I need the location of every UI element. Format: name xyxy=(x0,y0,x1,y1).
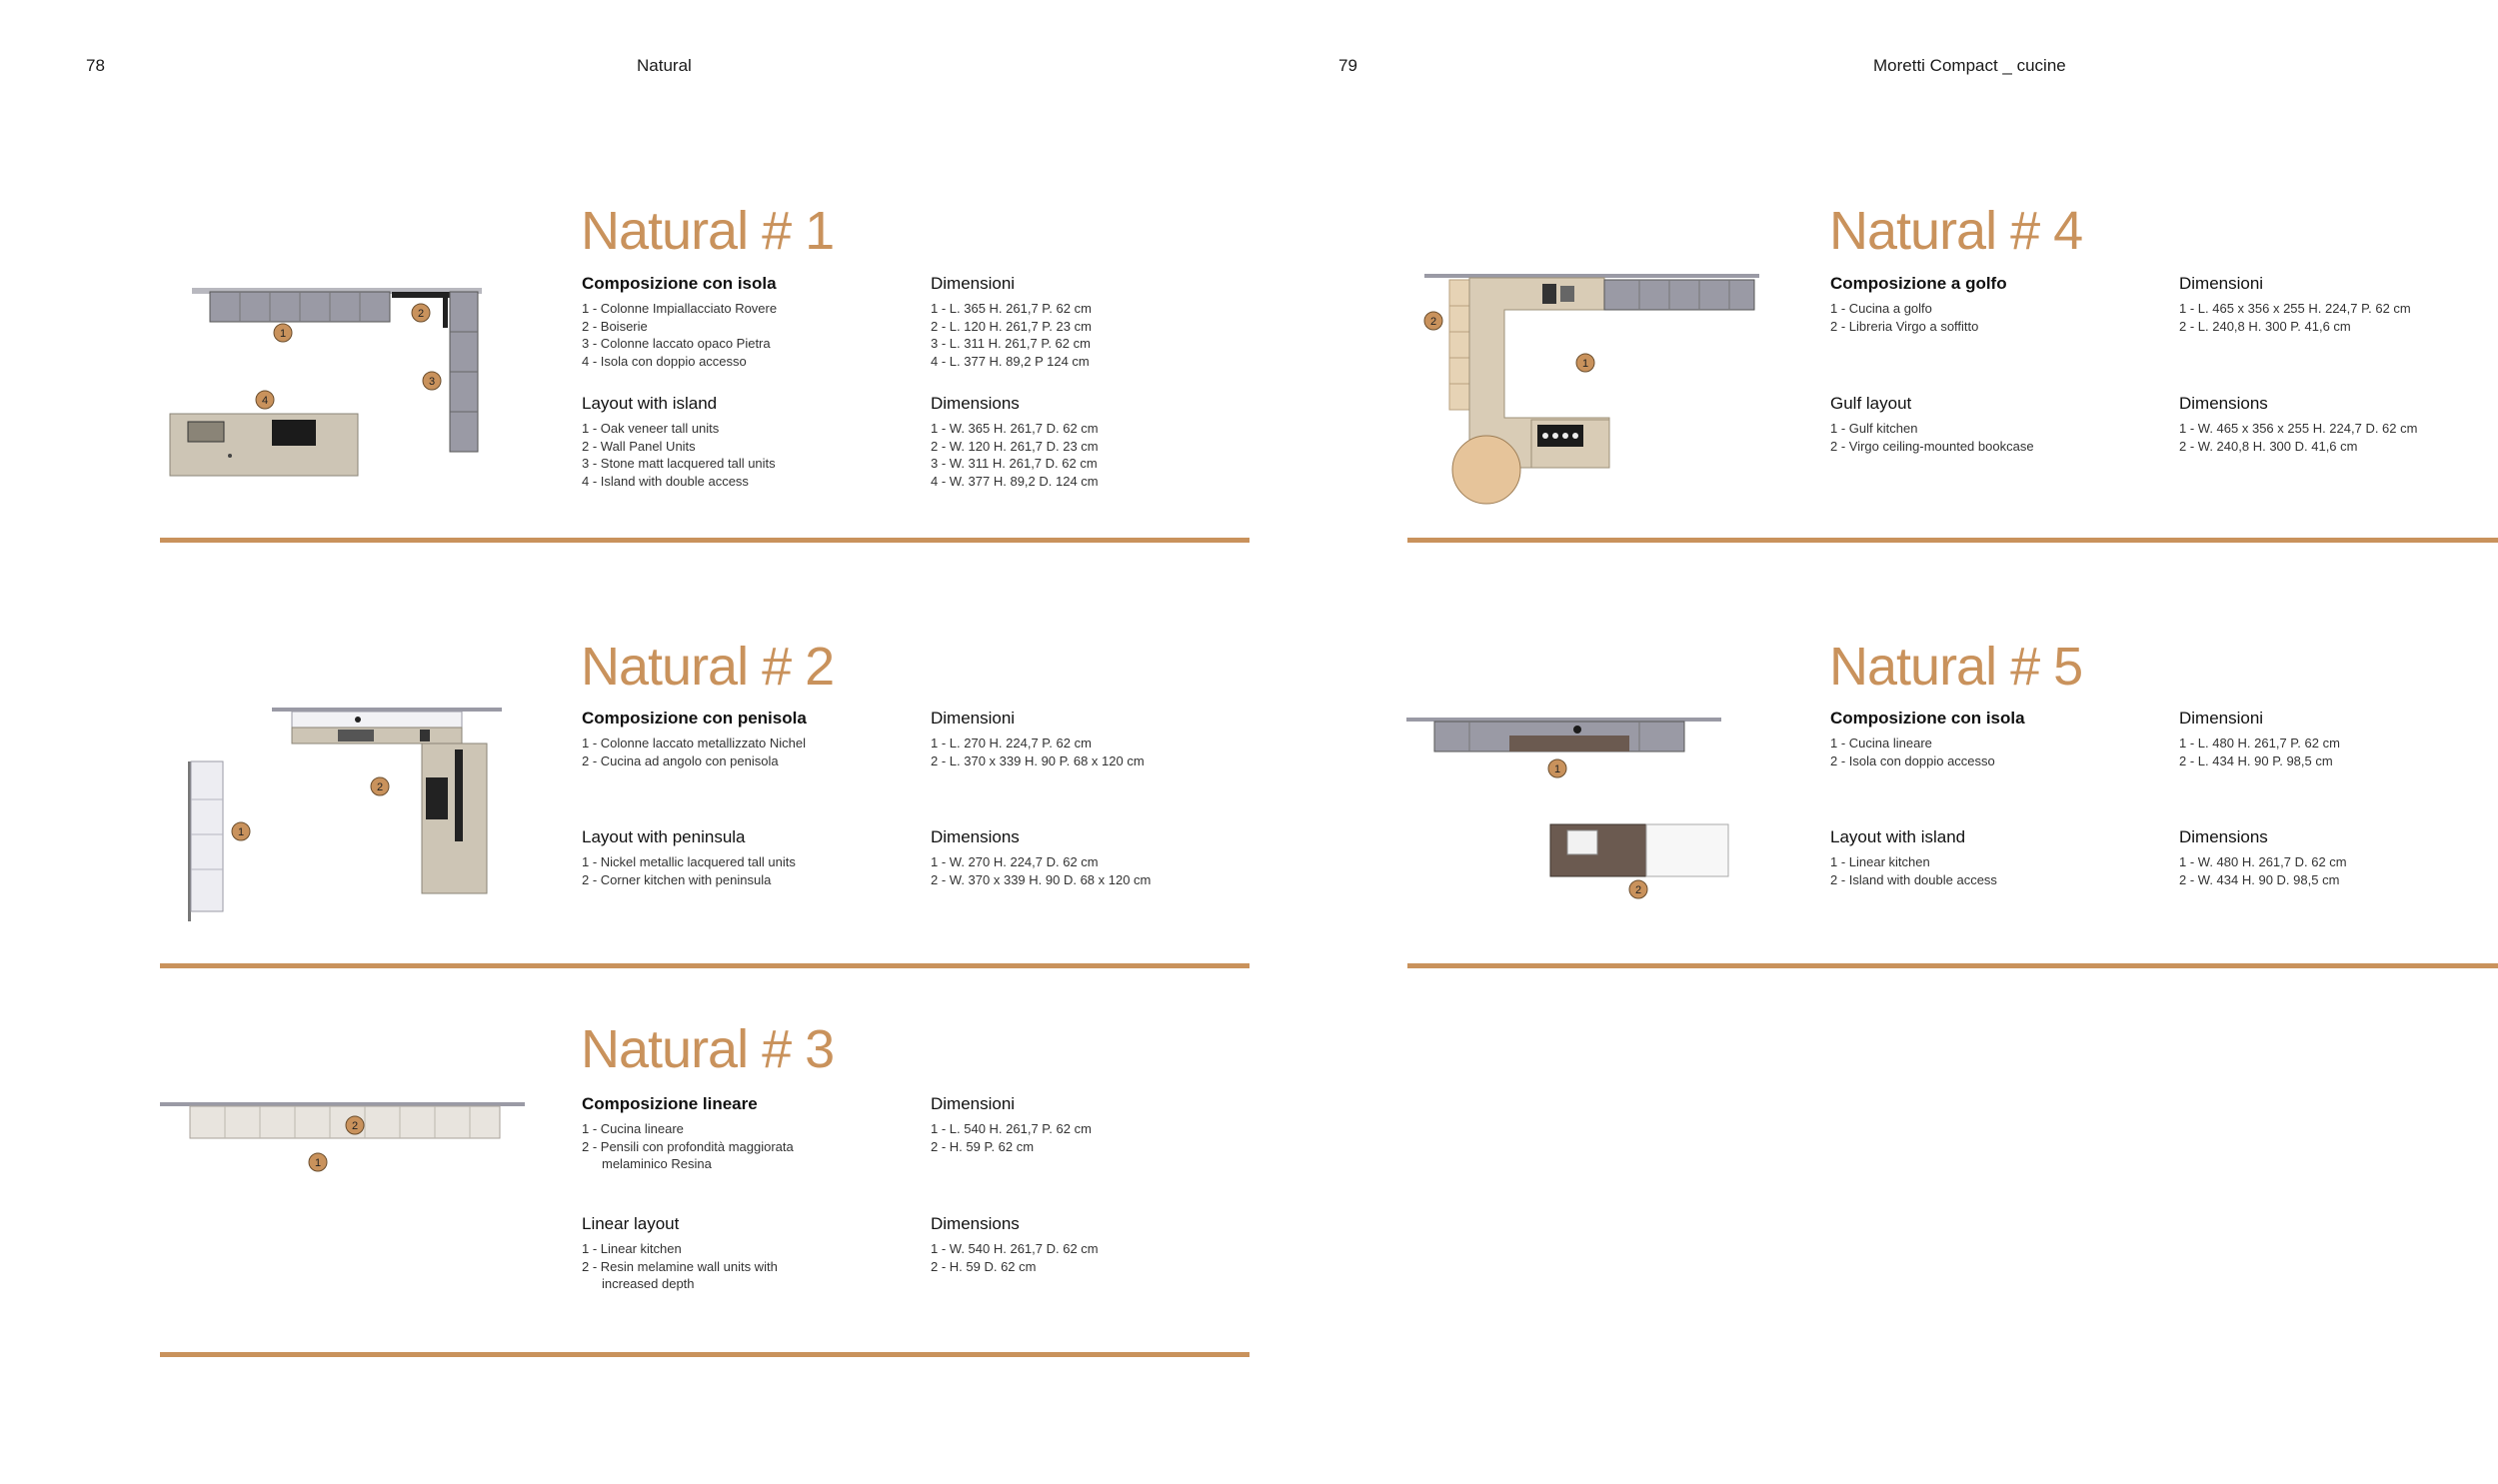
list-item: 2 - W. 370 x 339 H. 90 D. 68 x 120 cm xyxy=(931,871,1152,887)
list-item: 4 - Isola con doppio accesso xyxy=(582,353,747,369)
en-list-natural-4 xyxy=(1830,420,2034,455)
en-list-natural-2 xyxy=(582,853,796,888)
list-item: 1 - L. 540 H. 261,7 P. 62 cm xyxy=(931,1121,1092,1136)
dim-it-heading-natural-4: Dimensioni xyxy=(2179,274,2264,293)
en-list-natural-1 xyxy=(582,420,776,490)
section-title-natural-4: Natural # 4 xyxy=(1829,201,2083,261)
dim-en-list-natural-3 xyxy=(931,1240,1099,1275)
list-item: 1 - L. 365 H. 261,7 P. 62 cm xyxy=(931,301,1092,316)
list-item: 2 - Resin melamine wall units with xyxy=(582,1258,778,1274)
marker-label: 2 xyxy=(376,781,384,793)
dim-en-list-natural-5 xyxy=(2179,853,2347,888)
dim-it-list-natural-3 xyxy=(931,1120,1092,1155)
dim-it-list-natural-2 xyxy=(931,735,1145,769)
marker-label: 3 xyxy=(428,376,436,388)
page-number-left: 78 xyxy=(86,56,105,75)
plan-bookcase xyxy=(1449,280,1469,410)
dim-it-heading-natural-2: Dimensioni xyxy=(931,709,1016,728)
list-item: 1 - L. 465 x 356 x 255 H. 224,7 P. 62 cm xyxy=(2179,301,2411,316)
list-item: 4 - Island with double access xyxy=(582,473,749,489)
floorplan-natural-3 xyxy=(160,1094,530,1174)
list-item: 2 - Isola con doppio accesso xyxy=(1830,752,1995,768)
list-item: 1 - W. 540 H. 261,7 D. 62 cm xyxy=(931,1241,1099,1256)
it-heading-natural-1: Composizione con isola xyxy=(582,274,777,293)
dim-en-list-natural-4 xyxy=(2179,420,2417,455)
marker-label: 1 xyxy=(1581,358,1589,370)
running-head-left: Natural xyxy=(637,56,692,75)
dim-en-heading-natural-1: Dimensions xyxy=(931,394,1020,413)
en-list-natural-5 xyxy=(1830,853,1997,888)
list-item: 1 - W. 365 H. 261,7 D. 62 cm xyxy=(931,421,1099,436)
it-list-natural-1 xyxy=(582,300,777,370)
dim-it-heading-natural-1: Dimensioni xyxy=(931,274,1016,293)
en-heading-natural-3: Linear layout xyxy=(582,1214,680,1233)
list-item: 3 - Colonne laccato opaco Pietra xyxy=(582,336,771,351)
it-list-natural-2 xyxy=(582,735,806,769)
marker-label: 2 xyxy=(1634,884,1642,896)
section-title-natural-5: Natural # 5 xyxy=(1829,637,2083,697)
en-heading-natural-4: Gulf layout xyxy=(1830,394,1912,413)
list-item: 2 - W. 240,8 H. 300 D. 41,6 cm xyxy=(2179,438,2358,454)
section-divider xyxy=(160,538,1249,543)
dim-en-heading-natural-2: Dimensions xyxy=(931,827,1020,846)
section-divider xyxy=(1407,538,2498,543)
plan-island xyxy=(1550,824,1646,876)
floorplan-natural-5 xyxy=(1404,710,1744,909)
list-item: 1 - Oak veneer tall units xyxy=(582,421,720,436)
list-item: 2 - Corner kitchen with peninsula xyxy=(582,871,772,887)
plan-boiserie xyxy=(392,292,450,298)
list-item: 3 - W. 311 H. 261,7 D. 62 cm xyxy=(931,456,1098,471)
list-item: 1 - Cucina a golfo xyxy=(1830,301,1932,316)
dim-it-list-natural-5 xyxy=(2179,735,2340,769)
plan-corner-kitchen xyxy=(292,728,462,743)
page-number-right: 79 xyxy=(1338,56,1357,75)
marker-label: 1 xyxy=(314,1157,322,1169)
list-item: 2 - L. 120 H. 261,7 P. 23 cm xyxy=(931,318,1092,334)
list-item: 1 - Cucina lineare xyxy=(1830,736,1932,750)
list-item: 2 - Cucina ad angolo con penisola xyxy=(582,752,779,768)
list-item: 2 - L. 370 x 339 H. 90 P. 68 x 120 cm xyxy=(931,752,1145,768)
en-list-natural-3 xyxy=(582,1240,778,1293)
it-heading-natural-4: Composizione a golfo xyxy=(1830,274,2007,293)
section-divider xyxy=(160,1352,1249,1357)
dim-it-list-natural-1 xyxy=(931,300,1092,370)
marker-label: 1 xyxy=(237,826,245,838)
plan-linear-kitchen xyxy=(190,1106,500,1138)
it-heading-natural-2: Composizione con penisola xyxy=(582,709,807,728)
en-heading-natural-5: Layout with island xyxy=(1830,827,1966,846)
list-item: 1 - W. 270 H. 224,7 D. 62 cm xyxy=(931,854,1099,869)
list-item: 2 - Island with double access xyxy=(1830,871,1997,887)
dim-it-heading-natural-3: Dimensioni xyxy=(931,1094,1016,1113)
list-item: 1 - Colonne laccato metallizzato Nichel xyxy=(582,736,806,750)
list-item: 1 - Cucina lineare xyxy=(582,1121,684,1136)
list-item: 2 - Virgo ceiling-mounted bookcase xyxy=(1830,438,2034,454)
it-list-natural-4 xyxy=(1830,300,1978,335)
marker-label: 1 xyxy=(279,328,287,340)
floorplan-natural-1 xyxy=(160,280,500,490)
plan-round-table xyxy=(1452,436,1520,504)
dim-it-heading-natural-5: Dimensioni xyxy=(2179,709,2264,728)
it-heading-natural-5: Composizione con isola xyxy=(1830,709,2025,728)
dim-en-heading-natural-5: Dimensions xyxy=(2179,827,2268,846)
list-item: 2 - Wall Panel Units xyxy=(582,438,696,454)
list-item: 2 - H. 59 D. 62 cm xyxy=(931,1258,1037,1274)
list-item: 1 - L. 270 H. 224,7 P. 62 cm xyxy=(931,736,1092,750)
marker-label: 2 xyxy=(1429,316,1437,328)
section-divider xyxy=(1407,963,2498,968)
list-item: 2 - L. 434 H. 90 P. 98,5 cm xyxy=(2179,752,2333,768)
it-list-natural-5 xyxy=(1830,735,1995,769)
floorplan-natural-2 xyxy=(180,700,520,924)
list-item: 2 - Libreria Virgo a soffitto xyxy=(1830,318,1979,334)
list-item: 2 - W. 434 H. 90 D. 98,5 cm xyxy=(2179,871,2340,887)
list-item: increased depth xyxy=(602,1276,695,1291)
section-divider xyxy=(160,963,1249,968)
list-item: 2 - L. 240,8 H. 300 P. 41,6 cm xyxy=(2179,318,2351,334)
it-list-natural-3 xyxy=(582,1120,794,1173)
list-item: 3 - Stone matt lacquered tall units xyxy=(582,456,776,471)
en-heading-natural-2: Layout with peninsula xyxy=(582,827,746,846)
list-item: 1 - L. 480 H. 261,7 P. 62 cm xyxy=(2179,736,2340,750)
list-item: 1 - W. 465 x 356 x 255 H. 224,7 D. 62 cm xyxy=(2179,421,2418,436)
floorplan-natural-4 xyxy=(1414,270,1764,510)
plan-tall-units xyxy=(191,761,223,911)
list-item: 2 - H. 59 P. 62 cm xyxy=(931,1138,1035,1154)
marker-label: 2 xyxy=(351,1120,359,1132)
dim-en-list-natural-1 xyxy=(931,420,1099,490)
list-item: 1 - Nickel metallic lacquered tall units xyxy=(582,854,796,869)
marker-label: 2 xyxy=(417,308,425,320)
list-item: 1 - Colonne Impiallacciato Rovere xyxy=(582,301,778,316)
list-item: 1 - Linear kitchen xyxy=(582,1241,682,1256)
it-heading-natural-3: Composizione lineare xyxy=(582,1094,758,1113)
list-item: 2 - W. 120 H. 261,7 D. 23 cm xyxy=(931,438,1099,454)
list-item: 2 - Boiserie xyxy=(582,318,648,334)
marker-label: 1 xyxy=(1553,763,1561,775)
list-item: melaminico Resina xyxy=(602,1156,712,1171)
section-title-natural-1: Natural # 1 xyxy=(581,201,835,261)
en-heading-natural-1: Layout with island xyxy=(582,394,718,413)
dim-en-list-natural-2 xyxy=(931,853,1151,888)
section-title-natural-2: Natural # 2 xyxy=(581,637,835,697)
dim-en-heading-natural-3: Dimensions xyxy=(931,1214,1020,1233)
list-item: 4 - W. 377 H. 89,2 D. 124 cm xyxy=(931,473,1099,489)
list-item: 1 - W. 480 H. 261,7 D. 62 cm xyxy=(2179,854,2347,869)
list-item: 1 - Gulf kitchen xyxy=(1830,421,1918,436)
marker-label: 4 xyxy=(261,395,269,407)
dim-en-heading-natural-4: Dimensions xyxy=(2179,394,2268,413)
running-head-right: Moretti Compact _ cucine xyxy=(1873,56,2066,75)
list-item: 4 - L. 377 H. 89,2 P 124 cm xyxy=(931,353,1090,369)
list-item: 1 - Linear kitchen xyxy=(1830,854,1930,869)
dim-it-list-natural-4 xyxy=(2179,300,2411,335)
list-item: 3 - L. 311 H. 261,7 P. 62 cm xyxy=(931,336,1091,351)
section-title-natural-3: Natural # 3 xyxy=(581,1019,835,1079)
list-item: 2 - Pensili con profondità maggiorata xyxy=(582,1138,794,1154)
